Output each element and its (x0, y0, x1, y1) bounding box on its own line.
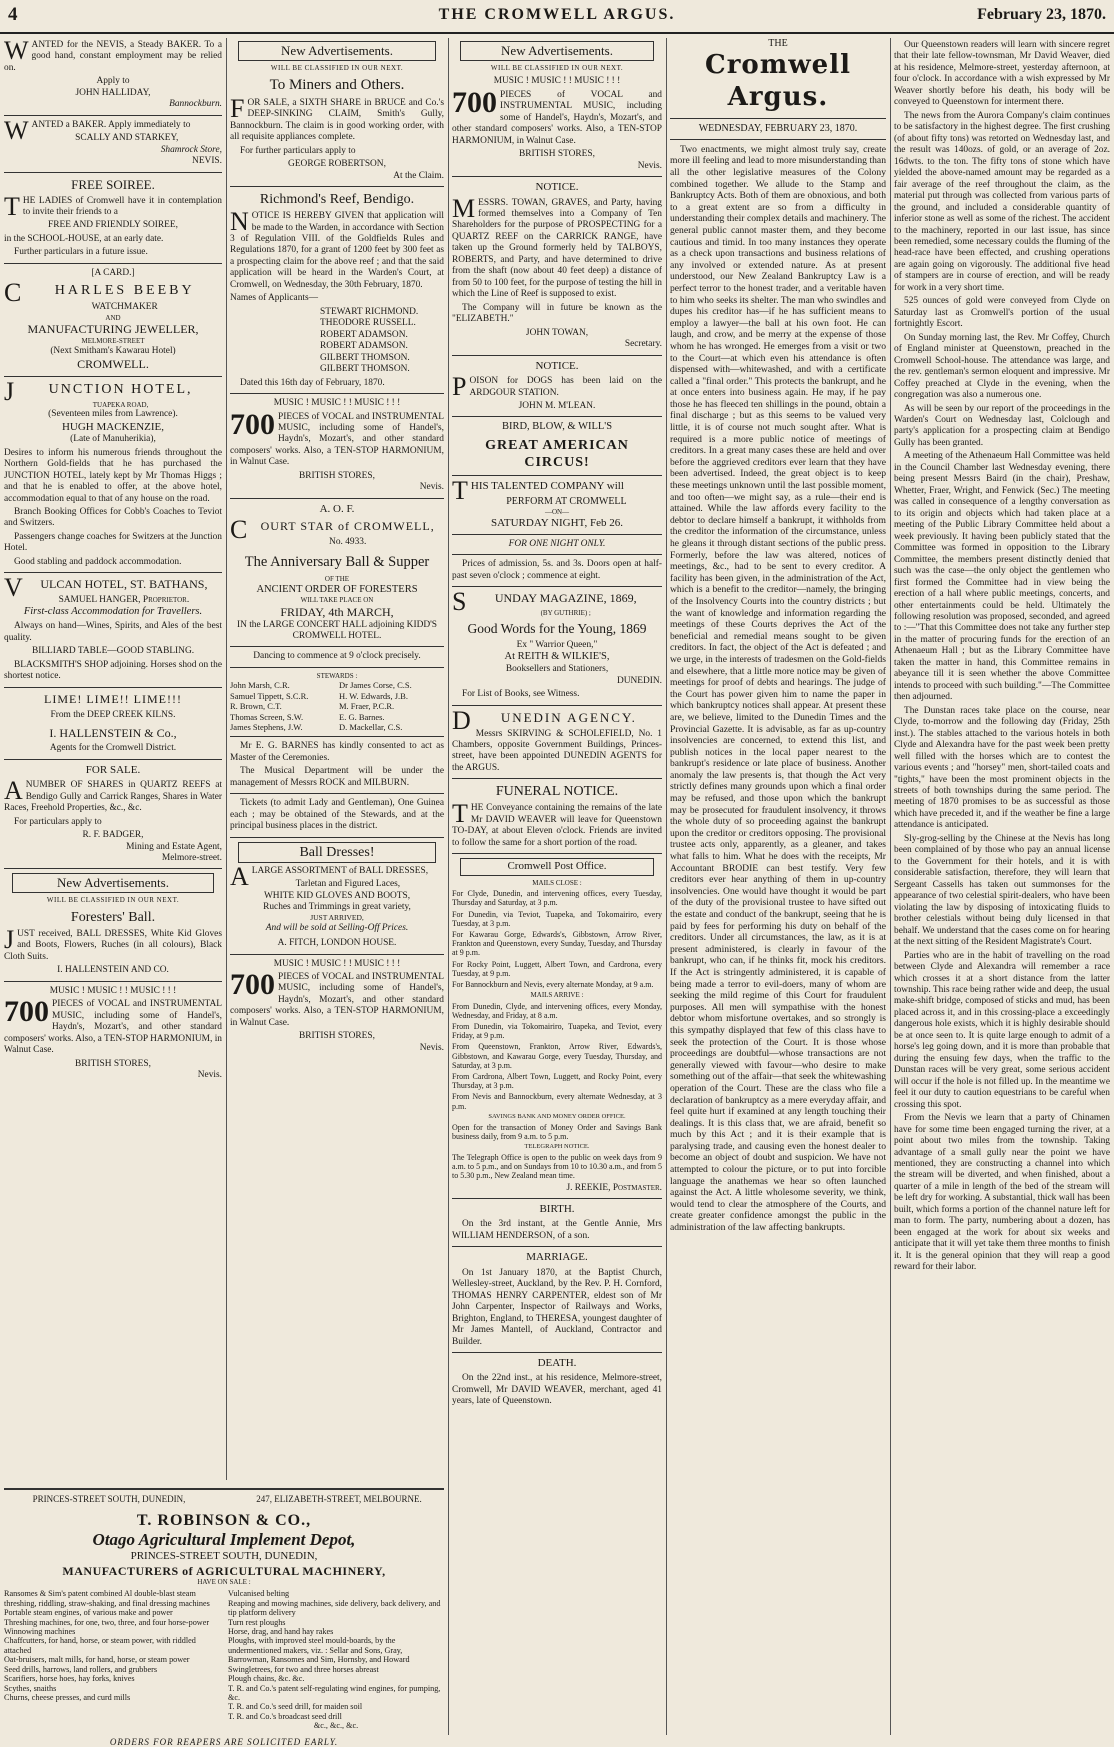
steward-name: D. Mackellar, C.S. (339, 721, 403, 732)
ad-line: BILLIARD TABLE—GOOD STABLING. (31, 646, 195, 657)
drop-cap: W (4, 115, 29, 145)
drop-cap: T (4, 191, 20, 221)
ad-line: TUAPEKA ROAD, (92, 400, 149, 409)
mail-schedule: For Clyde, Dunedin, and intervening offices, every Tuesday, Thursday and Saturday, at 3 p.m. (452, 889, 662, 908)
steward-name: M. Fraer, P.C.R. (339, 701, 395, 712)
page-number: 4 (8, 4, 18, 25)
applicant-name: ROBERT ADAMSON. (320, 329, 408, 340)
paper-name: THE CROMWELL ARGUS. (438, 6, 676, 23)
ad-title: ANTED a BAKER. Apply immediately to (31, 119, 191, 130)
ad-line: Names of Applicants— (230, 293, 319, 304)
lime-ad (4, 692, 222, 755)
ad-body: PIECES of VOCAL and INSTRUMENTAL MUSIC, including some of Handel's, Haydn's, Mozart's, and other standard composers' works. Also, a TEN-STOP HARMONIUM, in Walnut Case. (230, 411, 444, 468)
ad-body: BLACKSMITH'S SHOP adjoining. Horses shod on the shortest notice. (4, 659, 222, 682)
ad-line: FRIDAY, 4th MARCH, (280, 604, 394, 619)
music-ad (230, 398, 444, 494)
ad-place: At the Claim. (393, 170, 444, 181)
column-rule (666, 38, 667, 1735)
wanted-baker-ad-2 (4, 115, 222, 168)
music-ad-2 (230, 959, 444, 1055)
product-item: Portable steam engines, of various make and power (4, 1608, 173, 1618)
ad-firm: T. ROBINSON & CO., (136, 1511, 312, 1529)
section-subheading: WILL BE CLASSIFIED IN OUR NEXT. (270, 63, 404, 72)
product-item: Scarifiers, horse hoes, hay forks, knives (4, 1674, 135, 1684)
ad-name: JOHN HALLIDAY, (75, 87, 151, 98)
product-item: Turn rest ploughs (228, 1617, 286, 1627)
death-notice (452, 1357, 662, 1408)
ad-body: in the SCHOOL-HOUSE, at an early date. (4, 233, 164, 244)
ad-heading: A. O. F. (319, 502, 355, 515)
section-subheading: WILL BE CLASSIFIED IN OUR NEXT. (490, 63, 624, 72)
news-paragraph: Sly-grog-selling by the Chinese at the Nevis has long been complained of by those who pay an annual license to the Government for their hotels, and it is with considerable satisfaction, therefore, they will learn that Sergeant Cassells has taken out summonses for the appearance of two celestial spirit-dealers, who have been violating the law by disposing of intoxicating fluids to brother celestials without being duly licensed in that behalf. We understand that the cases come on for hearing at the next sitting of the Resident Magistrate's Court. (894, 833, 1110, 948)
mail-schedule: From Dunedin, via Tokomairiro, Tuapeka, and Teviot, every Friday, at 9 p.m. (452, 1022, 662, 1041)
ad-body: Messrs SKIRVING & SCHOLEFIELD, No. 1 Chambers, opposite Government Buildings, Princes-street, have been appointed DUNEDIN AGENTS for the ARGUS. (452, 728, 662, 773)
ad-heading: DEATH. (537, 1357, 577, 1370)
ad-body: HE LADIES of Cromwell have it in contemplation to invite their friends to a (22, 195, 222, 218)
ad-line: Booksellers and Stationers, (505, 664, 609, 675)
ad-line: (Late of Manuherikia), (70, 434, 156, 445)
product-item: Ransomes & Sim's patent combined Al double-blast steam threshing, riddling, straw-shaking, and final dressing machines (4, 1589, 210, 1608)
ad-line: Melmore-street. (161, 852, 222, 863)
ad-heading: Foresters' Ball. (70, 909, 156, 925)
ad-line: FREE AND FRIENDLY SOIREE, (48, 220, 178, 231)
ad-line: CROMWELL. (77, 357, 149, 372)
ad-name: JOHN M. M'LEAN. (518, 400, 596, 411)
ad-line: ORDERS FOR REAPERS ARE SOLICITED EARLY. (109, 1736, 339, 1747)
ad-body: The Telegraph Office is open to the public on week days from 9 a.m. to 5 p.m., and on Sundays from 10 to 10.30 a.m., and from 5 to 5.30 p.m., New Zealand mean time. (452, 1152, 662, 1181)
editorial-date: WEDNESDAY, FEBRUARY 23, 1870. (698, 122, 858, 134)
ad-apply: For particulars apply to (14, 816, 102, 827)
ad-line: —ON— (544, 508, 570, 516)
ad-body: Good stabling and paddock accommodation. (14, 556, 182, 567)
column-rule (226, 38, 227, 1480)
ad-line: PRINCES-STREET SOUTH, DUNEDIN, (130, 1550, 318, 1563)
ad-line: First-class Accommodation for Travellers. (23, 606, 203, 618)
editorial-the: THE (768, 38, 788, 49)
ad-body: Open for the transaction of Money Order and Savings Bank business daily, from 9 a.m. to 5 p.m. (452, 1122, 662, 1141)
ad-line: Nevis. (637, 160, 662, 171)
mail-schedule: From Cardrona, Albert Town, Luggett, and Rocky Point, every Thursday, at 3 p.m. (452, 1071, 662, 1091)
ad-line: WHITE KID GLOVES AND BOOTS, (263, 890, 411, 901)
applicant-name: GILBERT THOMSON. (320, 364, 410, 375)
ad-line: From the DEEP CREEK KILNS. (50, 710, 176, 721)
ad-line: Mining and Estate Agent, (126, 841, 222, 852)
ad-line: Ruches and Trimmings in great variety, (263, 902, 411, 912)
steward-name: John Marsh, C.R. (230, 680, 290, 691)
ad-line: HAVE ON SALE : (197, 1577, 251, 1586)
ad-body: BAKER. To a good hand, constant employment may be relied on. (4, 40, 223, 73)
product-item: Churns, cheese presses, and curd mills (4, 1692, 131, 1702)
ad-name: J. REEKIE, Postmaster. (566, 1182, 662, 1193)
ad-line: SAMUEL HANGER, Proprietor. (58, 594, 190, 605)
drop-cap: T (452, 799, 468, 829)
product-item: &c., &c., &c. (313, 1721, 359, 1731)
ad-body: Passengers change coaches for Switzers at the Junction Hotel. (4, 531, 222, 554)
ad-apply: Apply to (96, 76, 130, 87)
ad-heading: LIME! LIME!! LIME!!! (44, 691, 182, 706)
ad-line: STEWARDS : (316, 671, 358, 680)
ad-name: HARLES BEEBY (54, 283, 195, 299)
marriage-notice (452, 1251, 662, 1348)
ad-body: OR SALE, a SIXTH SHARE in BRUCE and Co.'s DEEP-SINKING CLAIM, Smith's Gully, Bannockburn. The claim is in good working order, with all requisite appliances complete. (230, 97, 444, 143)
steward-name: James Stephens, J.W. (230, 721, 303, 732)
robinson-implement-ad (4, 1484, 444, 1747)
mail-schedule: For Rocky Point, Luggett, Albert Town, and Cardrona, every Tuesday, at 9 p.m. (452, 959, 662, 978)
ad-line: PERFORM AT CROMWELL (506, 495, 627, 507)
ad-name: SCALLY AND STARKEY, (75, 133, 179, 144)
ad-body: OISON for DOGS has been laid on the ARDGOUR STATION. (469, 376, 662, 398)
product-item: Scythes, snaiths (4, 1683, 57, 1693)
product-item: Oat-bruisers, malt mills, for hand, horse, or steam power (4, 1655, 190, 1665)
ad-line: MANUFACTURING JEWELLER, (27, 322, 199, 337)
news-paragraph: From the Nevis we learn that a party of Chinamen have for some time been engaged turning the river, at a point about two miles from the township. Taking advantage of a small gully near the point we have mentioned, they are constructing a channel into which the stream will be diverted, and when finished, about a quarter of a mile in length of the bed of the stream will be left dry for working. A substantial, thick wall has been built, which forms a portion of the channel nature left for man to form. The party, numbering about a dozen, has been engaged at the work for about six weeks and anticipate that it will yet take them three months to finish it. It is the general opinion that they will reap a good reward for their labor. (894, 1113, 1110, 1273)
ad-line: FOR ONE NIGHT ONLY. (508, 538, 606, 549)
ad-line: ANCIENT ORDER OF FORESTERS (256, 583, 418, 595)
ad-name: UNCTION HOTEL, (48, 381, 193, 397)
product-item: Winnowing machines (4, 1627, 76, 1637)
ad-apply: For further particulars apply to (240, 145, 356, 156)
foresters-ball-ad (4, 909, 222, 977)
wanted-baker-ad (4, 36, 223, 111)
ad-note: Further particulars in a future issue. (14, 247, 148, 258)
ad-body: Prices of admission, 5s. and 3s. Doors open at half-past seven o'clock ; commence at eight. (452, 559, 662, 581)
drop-cap: F (230, 93, 245, 123)
ad-line: BRITISH STORES, (299, 1031, 375, 1042)
ad-name: GEORGE ROBERTSON, (288, 159, 386, 170)
free-soiree-ad (4, 177, 222, 259)
product-item: Chaffcutters, for hand, horse, or steam power, with riddled attached (4, 1636, 196, 1655)
ad-line: At REITH & WILKIE'S, (504, 651, 610, 663)
birth-notice (452, 1203, 662, 1242)
ad-heading: MUSIC ! MUSIC ! ! MUSIC ! ! ! (273, 398, 401, 409)
ad-body: The Company will in future be known as the "ELIZABETH." (452, 302, 662, 325)
ad-line: (Seventeen miles from Lawrence). (48, 409, 178, 420)
ad-body: PIECES of VOCAL and INSTRUMENTAL MUSIC, including some of Handel's, Haydn's, Mozart's, and other standard composers' works. Also, a TEN-STOP HARMONIUM, in Walnut Case. (4, 999, 222, 1056)
news-paragraph: The Dunstan races take place on the course, near Clyde, to-morrow and the following day (Friday, 25th inst.). The stables attached to the various hotels in both Clyde and Alexandra have for the past week been pretty well filled with the horses which are to contest the various events ; and "horsey" men, short-tailed coats and "tights," have been the most prominent objects in the streets of both townships during the same period. The meeting of 1870 promises to be as successful as those which have preceded it, and if the weather be fine a large attendance is anticipated. (894, 705, 1110, 831)
masthead (0, 0, 1114, 34)
steward-name: Dr James Corse, C.S. (339, 680, 412, 691)
ad-address: 247, ELIZABETH-STREET, MELBOURNE. (256, 1494, 422, 1504)
ad-line: MAILS CLOSE : (532, 878, 582, 887)
ad-number: 700 (230, 968, 275, 1002)
column-rule (890, 38, 891, 1735)
ad-body: HE Conveyance containing the remains of the late Mr DAVID WEAVER will leave for Queenstown TO-DAY, at about Eleven o'clock. Friends are invited to follow the same for a short portion of the road. (452, 803, 662, 848)
ad-place: Bannockburn. (169, 99, 222, 110)
ad-heading: UNDAY MAGAZINE, 1869, (494, 591, 637, 606)
applicant-name: ROBERT ADAMSON. (320, 341, 408, 352)
ad-line: MELMORE-STREET (81, 337, 145, 346)
column-1 (4, 38, 222, 1480)
ad-body: Desires to inform his numerous friends throughout the Northern Gold-fields that he has purchased the JUNCTION HOTEL, lately kept by Mr Thomas Higgs ; and that he is enabled to offer, at the above hotel, accommodation equal to that of any house on the road. (4, 447, 222, 504)
drop-cap: T (452, 476, 468, 506)
ad-line: No. 4933. (329, 536, 367, 547)
news-paragraph: On Sunday morning last, the Rev. Mr Coffey, Church of England minister at Queenstown, preached in the Cromwell School-house. The attendance was large, and the rev. gentleman's sermon eloquent and impressive. Mr Coffey preached at Clyde in the evening, when the congregation was also a numerous one. (894, 332, 1110, 401)
ad-heading: The Anniversary Ball & Supper (244, 554, 430, 571)
ad-address: PRINCES-STREET SOUTH, DUNEDIN, (32, 1494, 186, 1504)
ad-line: Nevis. (419, 1042, 444, 1053)
ad-body: ESSRS. TOWAN, GRAVES, and Party, having formed themselves into a Company of Ten Shareholders for the purpose of PROSPECTING for a QUARTZ REEF on the CARRICK RANGE, have taken up the Ground formerly held by TALBOYS, ROBERTS, and Party, and have determined to drive from the shaft (now about 40 feet deep) a distance of from 50 to 100 feet, for the purpose of testing the hill in which the Line of Reef is supposed to exist. (452, 197, 662, 300)
ad-line: BRITISH STORES, (299, 470, 375, 481)
ad-line: (Next Smitham's Kawarau Hotel) (50, 345, 176, 356)
mail-schedule: For Dunedin, via Teviot, Tuapeka, and Tokomairiro, every Tuesday, at 3 p.m. (452, 909, 662, 928)
drop-cap: V (4, 573, 23, 603)
post-office-notice (452, 858, 662, 1194)
ad-heading: NOTICE. (535, 181, 579, 194)
editorial-paragraph: Two enactments, we might almost truly say, create more ill feeling and lead to more misunderstanding than all the other legislative measures of the Colony combined together. We allude to the Stamp and Bankruptcy Acts. Both of them are obnoxious, and both to a great extent are so from a difficulty in understanding their complex details and machinery. The general public cannot master them, and they become cautious and timid. In too many instances they operate as a check upon transactions and business relations of any involved or extended nature. As at present understood, our New Zealand Bankruptcy Law is a perfect terror to the honest trader, and a veritable haven to him who seeks its shelter. The man who swindles and dupes his creditor has—if he has sufficient means to employ a lawyer—the ball at his own foot. He can laugh, and crow, and be merry at the expense of those whom he has wronged. He emerges from a visit or two to the Court—at which even his attendance is often dispensed with—whitewashed, and with a certificate called a "final order." This protects the bankrupt, and he at once enters into business again. He may, if he pay those he has fleeced ten shillings in the pound, obtain a final discharge ; but as this seems to be valued very little, it is of course not much sought after. What is required is a more public notice of meetings of creditors. In a great many cases these are held and over before the aggrieved creditors ever learn that they have been advertised. Indeed, the great object is to keep these meetings unknown until the last possible moment, and too often—we might say, as a rule—their end is attained. While the law affords every facility to the debtor to declare himself a bankrupt, it withholds from the creditor the information of the circumstance, unless he gleans it through distant sections of the public press. Formerly, before the law was altered, notices of meetings, &c., had to be sent to every creditor. A facility has been given, in the administration of the Act, which is a benefit to the creditor—namely, the bringing of the Insolvency Courts into the country districts ; but the want of knowledge and information regarding the meetings of these Courts deprives the Act of the beneficial and remedial means sought to be given creditors. In fact, the object of the Act is defeated ; and we urge, in the interests of tradesmen on the Gold-fields and elsewhere, that a little more notice may be given of meetings for proof of debts and hearings. The judge of the Court has power given him to name the paper in which bankruptcy notices shall appear. At present these are, we believe, limited to the Dunedin Times and the Provincial Gazette. It is advisable, as far as up-country insolvencies are concerned, to extend this list, and publish notices in the local paper nearest to the bankrupt's residence or late place of business. Another anomaly the law presents is, that though the Act very strictly defines many grounds upon which a final order may be refused, and those upon which the bankrupt may be prosecuted for fraudulent insolvency, it throws the whole duty of so proceeding against the bankrupt upon the creditor or creditors opposing. The provisional trustee acts only, apparently, as a gleaner, and takes what falls to him. What he does with the receipts, Mr Accountant BRODIE can best testify. Very few creditors ever hear anything of them in up-country insolvencies. One would have thought it would be part of the duty of the provisional trustee to have sifted out the estate and conduct of the bankrupt, seeing that he is paid by fees for performing his duty on behalf of the creditors. Under all circumstances, the law, as it is at present administered, is clearly in favour of the bankrupt, who can, if he thinks fit, mock his creditors. If the Act is stringently administered, it is capable of being made a terror to evil-doers, many of whom are seeking the mild regime of this Court for fraudulent purposes. All men will sympathise with the honest debtor whom misfortune overtakes, and so strongly is this sympathy displayed that few of this class have to seek the protection of the Court. It is those whose proceedings are doubtful—whose transactions are not generally viewed with favour—who desire to make something out of the affair—that seek the whitewashing operation of the Court. These are the class who file a declaration of bankruptcy as a mere everyday affair, and feel quite hurt if examined at any length touching their dealings. It is this class that, we are afraid, benefit so much by this Act ; and it is their example that is paralysing trade, and causing even the honest dealer to become an object of doubt and suspicion. We have not attempted to colour the picture, or to put into forcible language the anathemas we hear so often launched against the Act. A little wholesome severity, we think, would tend to clear the atmosphere of the Courts, and create greater confidence amongst the public in the administration of the law affecting bankrupts. (670, 143, 886, 1234)
ad-line: For List of Books, see Witness. (462, 689, 580, 700)
product-item: Ploughs, with improved steel mould-boards, by the undermentioned makers, viz. : Sellar and Sons, Gray, Barrowman, Ransomes and Sim, Hornsby, and Howard (228, 1636, 410, 1665)
ad-heading: BIRTH. (539, 1202, 575, 1215)
ad-line: MAILS ARRIVE : (530, 991, 584, 1000)
drop-cap: S (452, 587, 467, 617)
ad-heading: NOTICE. (535, 359, 579, 372)
ad-name: R. F. BADGER, (82, 830, 144, 841)
ad-line: Dancing to commence at 9 o'clock precisely. (253, 651, 421, 662)
ad-body: PIECES of VOCAL and INSTRUMENTAL MUSIC, including some of Handel's, Haydn's, Mozart's, and other standard composers' works. Also, a TEN-STOP HARMONIUM, in Walnut Case. (230, 972, 444, 1028)
sunday-magazine-ad (452, 587, 662, 700)
drop-cap: A (4, 776, 23, 806)
ad-line: HUGH MACKENZIE, (61, 420, 165, 433)
ad-heading: MUSIC ! MUSIC ! ! MUSIC ! ! ! (49, 985, 177, 996)
product-item: Plough chains, &c. &c. (228, 1674, 305, 1684)
ad-heading: MARRIAGE. (526, 1251, 588, 1264)
ad-body: On 1st January 1870, at the Baptist Church, Wellesley-street, Auckland, by the Rev. P. H. Cornford, THOMAS HENRY CARPENTER, eldest son of Mr John Carpenter, Inspector of Railways and Works, Brighton, England, to THERESA, youngest daughter of Mr James Mantell, of Auckland, Contractor and Builder. (452, 1267, 662, 1347)
editorial-title: Cromwell Argus. (705, 50, 851, 112)
ad-heading: To Miners and Others. (269, 77, 405, 94)
ad-body: HIS TALENTED COMPANY will (470, 480, 624, 493)
news-paragraph: The news from the Aurora Company's claim continues to be satisfactory in the highest degree. The first crushing (of about fifty tons) was retorted on Wednesday last, and the result was 140ozs. of gold, or an average of 2oz. 16dwts. to the ton. The fifty tons of stone which have yielded the above-named amount may be regarded as a fair average of the reef throughout the claim, as the material put through was collected from various parts of the ground, and included a considerable quantity of inferior stone as well as some of the richest. The accident to the machinery, reported in our last issue, has since been remedied, some necessary coulds the fluming of the head-race have been effected, and crushing operations are again going on vigorously. The additional five head of stampers are in course of erection, and will be ready for work in a very short time. (894, 110, 1110, 293)
ad-body: LARGE ASSORTMENT of BALL DRESSES, (251, 865, 429, 876)
ad-line: BRITISH STORES, (519, 149, 595, 160)
ad-card: [A CARD.] (91, 267, 135, 278)
ad-number: 700 (452, 85, 497, 119)
mail-schedule: From Queenstown, Frankton, Arrow River, Edwards's, Gibbstown, and Kawarau Gorge, every Tuesday, Thursday, and Saturday, at 3 p.m. (452, 1042, 662, 1070)
ad-title: ANTED for the NEVIS, a Steady (31, 40, 164, 50)
mail-schedule: For Kawarau Gorge, Edwards's, Gibbstown, Arrow River, Frankton and Queenstown, every Sunday, Tuesday, and Thursday at 9 p.m. (452, 930, 662, 958)
steward-name: E. G. Barnes. (339, 711, 385, 722)
drop-cap: J (4, 924, 15, 954)
ad-line: Secretary. (624, 339, 662, 350)
news-paragraph: As will be seen by our report of the proceedings in the Warden's Court on Wednesday last, Colclough and party's application for a prospecting claim at Bendigo Gully has been granted. (894, 403, 1110, 448)
for-sale-ad (4, 764, 222, 865)
ad-body: OTICE IS HEREBY GIVEN that application will be made to the Warden, in accordance with Section 3 of Regulation VIII. of the Goldfields Rules and Regulations 1870, for a grant of 1200 feet by 300 feet as a prospecting claim for the above reef ; and that the said application will be heard in the Warden's Court, at Cromwell, on Wednesday, the 30th February, 1870. (230, 211, 444, 290)
richmonds-reef-notice (230, 191, 444, 389)
ad-body: Tickets (to admit Lady and Gentleman), One Guinea each ; may be obtained of the Stewards, and at the principal business places in the district. (230, 798, 444, 832)
ad-line: WATCHMAKER (91, 302, 158, 313)
mail-schedule: From Dunedin, Clyde, and intervening offices, every Monday, Wednesday, and Friday, at 8 a.m. (452, 1001, 662, 1020)
ad-name: I. HALLENSTEIN AND CO. (57, 965, 169, 976)
ad-depot: Otago Agricultural Implement Depot, (92, 1529, 356, 1549)
ad-body: Branch Booking Offices for Cobb's Coaches to Teviot and Switzers. (4, 506, 222, 529)
ad-heading: FOR SALE. (85, 763, 141, 776)
ad-line: WILL TAKE PLACE ON (300, 596, 374, 605)
ad-heading: UNEDIN AGENCY. (500, 709, 637, 725)
ad-body: On the 22nd inst., at his residence, Melmore-street, Cromwell, Mr DAVID WEAVER, merchant, aged 41 years, late of Queenstown. (452, 1373, 662, 1407)
drop-cap: C (4, 278, 25, 308)
ad-line: MANUFACTURERS of AGRICULTURAL MACHINERY, (62, 1563, 386, 1578)
column-3 (452, 38, 662, 1738)
ad-line: SATURDAY NIGHT, Feb 26. (491, 516, 623, 529)
drop-cap: C (230, 515, 249, 545)
ad-heading: FREE SOIREE. (71, 176, 155, 192)
junction-hotel-ad (4, 376, 222, 569)
section-heading: New Advertisements. (460, 41, 654, 61)
ad-line: OURT STAR of CROMWELL, (260, 519, 435, 534)
beeby-watchmaker-ad (4, 268, 222, 372)
product-item: T. R. and Co.'s broadcast seed drill (228, 1711, 342, 1721)
ad-heading: Good Words for the Young, 1869 (467, 620, 647, 636)
ad-line: Nevis. (419, 482, 444, 493)
mail-schedule: For Bannockburn and Nevis, every alternate Monday, at 9 a.m. (452, 979, 654, 989)
product-item: Vulcanised belting (228, 1589, 290, 1599)
ad-heading: Cromwell Post Office. (460, 858, 654, 875)
drop-cap: J (4, 376, 17, 406)
ad-heading: FUNERAL NOTICE. (495, 784, 619, 800)
column-rule (448, 38, 449, 1735)
ad-place: NEVIS. (192, 156, 222, 167)
drop-cap: N (230, 207, 249, 237)
foresters-ball-notice (230, 503, 444, 833)
ad-line: JUST ARRIVED, (310, 913, 364, 923)
product-item: Threshing machines, for one, two, three, and four horse-power (4, 1617, 210, 1627)
ad-heading: Richmond's Reef, Bendigo. (259, 191, 415, 207)
ad-line: TELEGRAPH NOTICE. (524, 1143, 590, 1151)
product-item: Swingletrees, for two and three horses abreast (228, 1664, 379, 1674)
drop-cap: A (230, 861, 249, 891)
column-4-editorial (670, 38, 886, 1738)
ad-body: UST received, BALL DRESSES, White Kid Gloves and Boots, Flowers, Ruches (in all colours), Black Cloth Suits. (4, 928, 222, 962)
ad-heading: MUSIC ! MUSIC ! ! MUSIC ! ! ! (493, 76, 621, 87)
ad-line: (BY GUTHRIE) ; (540, 608, 591, 617)
ad-body: The Musical Department will be under the management of Messrs ROCK and MILBURN. (230, 766, 444, 788)
ad-line: Tarletan and Figured Laces, (295, 879, 401, 890)
ad-name: I. HALLENSTEIN & Co., (49, 725, 177, 740)
ad-body: On the 3rd instant, at the Gentle Annie, Mrs WILLIAM HENDERSON, of a son. (452, 1219, 662, 1241)
ad-line: IN the LARGE CONCERT HALL adjoining KIDD'S CROMWELL HOTEL. (236, 619, 438, 641)
ad-line: Agents for the Cromwell District. (49, 743, 177, 754)
news-paragraph: Our Queenstown readers will learn with sincere regret that their late fellow-townsman, Mr David Weaver, died at his residence, Melmore-street, yesterday afternoon, at four o'clock. In accordance with a wish expressed by Mr Weaver shortly before his death, his body will be conveyed to Queenstown for interment there. (894, 40, 1110, 108)
product-item: T. R. and Co.'s patent self-regulating wind engines, for pumping, &c. (228, 1683, 441, 1702)
music-ad (4, 986, 222, 1082)
poison-notice (452, 360, 662, 413)
miners-ad (230, 76, 444, 182)
ad-name: ULCAN HOTEL, ST. BATHANS, (40, 577, 208, 592)
steward-name: R. Brown, C.T. (230, 701, 282, 712)
drop-cap: W (4, 36, 29, 65)
dunedin-agency-ad (452, 705, 662, 775)
ad-line: Dated this 16th day of February, 1870. (240, 377, 385, 388)
drop-cap: M (452, 193, 476, 223)
ad-body: Mr E. G. BARNES has kindly consented to act as Master of the Ceremonies. (230, 741, 444, 763)
ad-heading: GREAT AMERICAN CIRCUS! (485, 438, 629, 471)
drop-cap: D (452, 705, 473, 735)
ad-line: AND (105, 313, 121, 322)
ad-number: 700 (230, 407, 275, 441)
circus-ad (452, 421, 662, 582)
news-paragraph: Parties who are in the habit of travelling on the road between Clyde and Alexandra will remember a race which crosses it at a short distance from the latter township. This race being rather wide and deep, the usual make-shift bridge, composed of sticks and mud, has been placed across it, and in this crossing-place a exceedingly dangerous hole exists, which it is highly desirable should be at once seen to. It is quite large enough to admit of a horse's leg going down, and it is more than probable that during the ensuing few days, when the traffic to the Dunstan races will be very great, some serious accident will occur if the hole is not filled up. In the meantime we feel it our duty to caution equestrians to be careful when crossing this spot. (894, 950, 1110, 1110)
product-item: Reaping and mowing machines, side delivery, back delivery, and tip platform delivery (228, 1598, 441, 1618)
music-ad (452, 76, 662, 172)
funeral-notice (452, 783, 662, 849)
ad-line: Ex " Warrior Queen," (516, 639, 598, 650)
steward-name: Thomas Screen, S.W. (230, 711, 304, 722)
mail-schedule: From Nevis and Bannockburn, every alternate Wednesday, at 3 p.m. (452, 1092, 662, 1111)
issue-date: February 23, 1870. (977, 6, 1106, 23)
section-subheading: WILL BE CLASSIFIED IN OUR NEXT. (46, 896, 180, 905)
news-paragraph: A meeting of the Athenaeum Hall Committee was held in the Council Chamber last Wednesday evening, there being present Messrs Baird (in the chair), Preshaw, Whetter, Fraer, Wright, and Fenwick (Sec.) The meeting was called in consequence of a lengthy conversation as to its origin and objects which had taken place at a meeting of the Public Library Committee held about a week previously. It having been publicly stated that the Committee was formed in opposition to the Library Committee, the members present distinctly denied that such was the case—the only object the gentlemen who first formed the Committee had in view being the erection of a hall where public meetings, concerts, and other entertainments could be held. Ultimately the following resolution was proposed, seconded, and agreed to :—"That this Committee does not take any further step in the matter of procuring funds for the erection of an Athenaeum Hall ; but as the Library Committee have taken the matter in hand, this Committee remains in abeyance till it is seen whether the above Committee intends to proceed with such building."—The Committee then adjourned. (894, 451, 1110, 703)
applicant-name: THEODORE RUSSELL. (320, 318, 416, 329)
ad-name: A. FITCH, LONDON HOUSE. (277, 938, 397, 949)
section-heading: New Advertisements. (238, 41, 436, 61)
steward-name: H. W. Edwards, J.B. (339, 690, 408, 701)
ad-line: BIRD, BLOW, & WILL'S (501, 421, 613, 433)
ad-body: Always on hand—Wines, Spirits, and Ales of the best quality. (4, 621, 222, 643)
applicant-name: GILBERT THOMSON. (320, 352, 410, 363)
ad-line: OF THE (324, 575, 350, 584)
ad-place: Shamrock Store, (160, 144, 222, 155)
ad-body: PIECES of VOCAL and INSTRUMENTAL MUSIC, including some of Handel's, Haydn's, Mozart's, and other standard composers' works. Also, a TEN-STOP HARMONIUM, in Walnut Case. (452, 89, 662, 146)
product-item: Seed drills, harrows, land rollers, and grubbers (4, 1664, 158, 1674)
section-heading: New Advertisements. (12, 873, 214, 893)
column-2 (230, 38, 444, 1480)
drop-cap: P (452, 372, 467, 402)
news-paragraph: 525 ounces of gold were conveyed from Clyde on Saturday last as Cromwell's portion of the usual fortnightly Escort. (894, 296, 1110, 330)
product-item: Horse, drag, and hand hay rakes (228, 1627, 334, 1637)
ad-heading: Ball Dresses! (238, 842, 436, 863)
column-5-news (894, 38, 1110, 1738)
applicant-name: STEWART RICHMOND. (320, 306, 419, 317)
ad-line: And will be sold at Selling-Off Prices. (265, 922, 409, 933)
ad-line: SAVINGS BANK AND MONEY ORDER OFFICE. (488, 1112, 626, 1120)
steward-name: Samuel Tippett, S.C.R. (230, 690, 309, 701)
ad-name: JOHN TOWAN, (525, 327, 589, 338)
ad-line: Nevis. (197, 1070, 222, 1081)
ad-body: NUMBER OF SHARES in QUARTZ REEFS at Bendigo Gully and Carrick Ranges, Shares in Water Races, Freehold Properties, &c., &c. (4, 780, 222, 814)
ad-line: BRITISH STORES, (75, 1058, 151, 1069)
product-item: T. R. and Co.'s seed drill, for maiden soil (228, 1702, 363, 1712)
vulcan-hotel-ad (4, 573, 222, 682)
ad-line: DUNEDIN. (616, 675, 662, 686)
ball-dresses-ad (230, 842, 444, 950)
ad-number: 700 (4, 995, 49, 1029)
ad-heading: MUSIC ! MUSIC ! ! MUSIC ! ! ! (273, 958, 401, 969)
towan-notice (452, 181, 662, 351)
